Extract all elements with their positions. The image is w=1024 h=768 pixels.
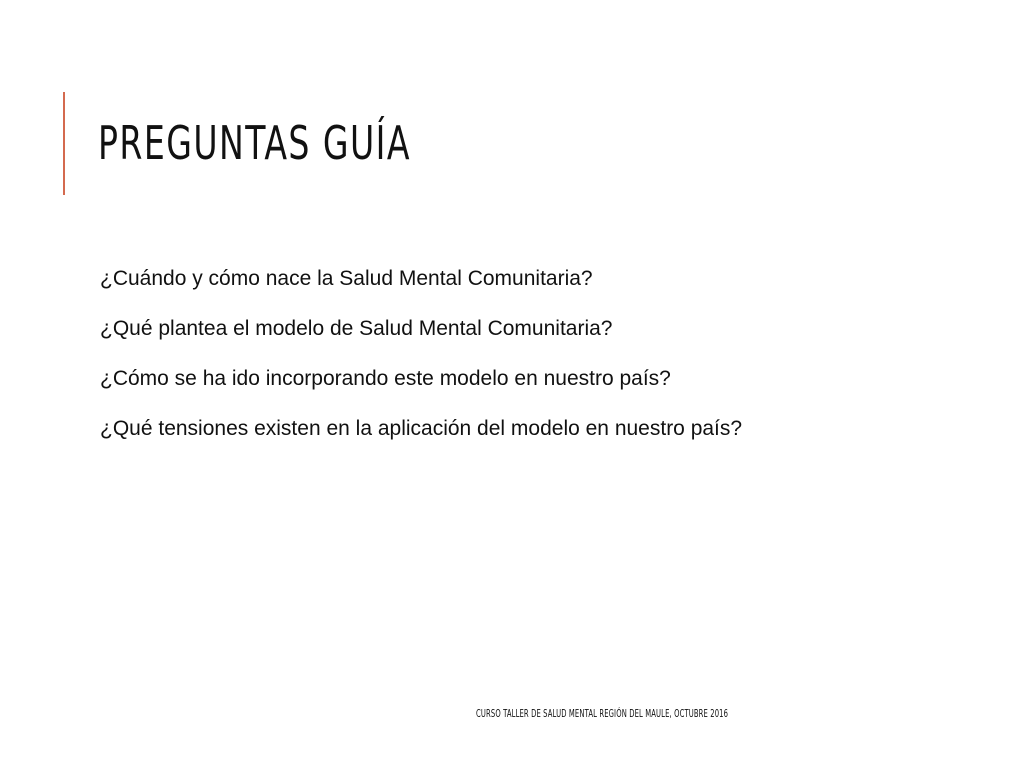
- question-item: ¿Qué tensiones existen en la aplicación del modelo en nuestro país?: [100, 417, 743, 440]
- slide-footer: CURSO TALLER DE SALUD MENTAL REGIÓN DEL MAULE, OCTUBRE 2016: [476, 707, 729, 720]
- question-list: [100, 254, 742, 454]
- title-accent-bar: [63, 92, 65, 195]
- question-item: ¿Cómo se ha ido incorporando este modelo en nuestro país?: [100, 367, 671, 390]
- question-item: ¿Qué plantea el modelo de Salud Mental Comunitaria?: [100, 317, 613, 340]
- question-item: ¿Cuándo y cómo nace la Salud Mental Comunitaria?: [100, 267, 593, 290]
- slide-title: PREGUNTAS GUÍA: [98, 116, 411, 170]
